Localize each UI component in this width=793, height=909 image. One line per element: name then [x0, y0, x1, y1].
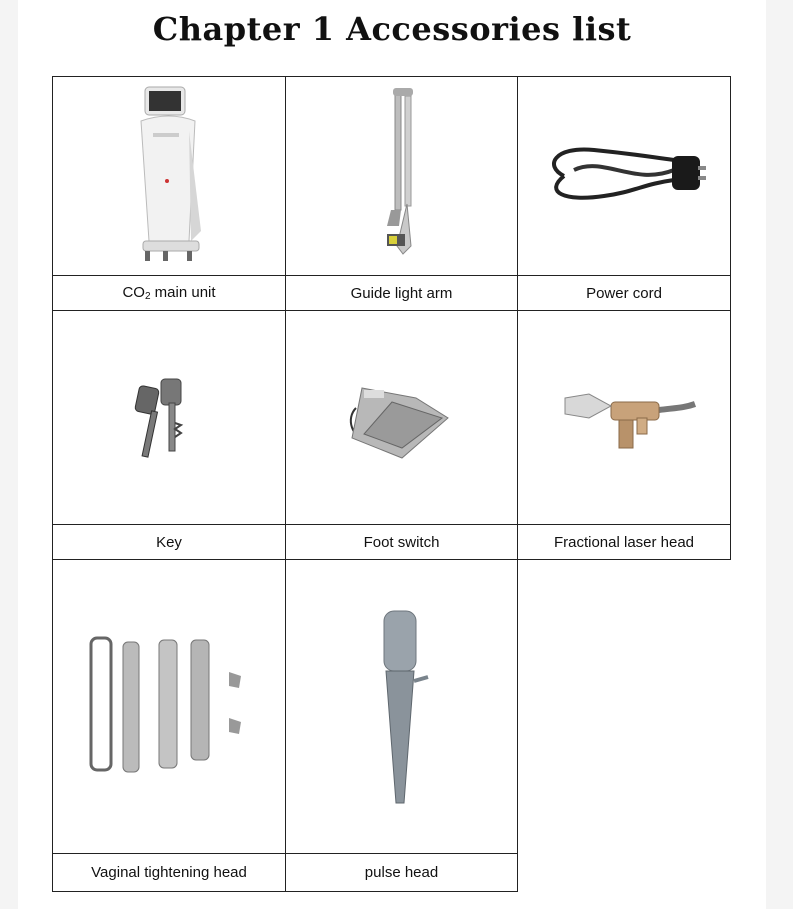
empty-cell: [517, 559, 731, 854]
label-cell-fractional-laser-head: [517, 524, 731, 560]
item-label: Guide light arm: [350, 284, 453, 302]
item-label: Power cord: [586, 284, 662, 302]
label-cell-key: [52, 524, 286, 560]
item-label: Fractional laser head: [553, 533, 695, 551]
label-cell-guide-light-arm: [285, 275, 518, 311]
item-label: pulse head: [364, 864, 439, 881]
foot-switch-image: [342, 368, 462, 468]
fractional-laser-head-image: [549, 378, 699, 458]
vaginal-tightening-head-image: [79, 632, 259, 782]
label-cell-foot-switch: [285, 524, 518, 560]
guide-light-arm-image: [367, 86, 437, 266]
image-cell-power-cord: [517, 76, 731, 276]
label-cell-vaginal-tightening-head: [52, 853, 286, 892]
label-cell-co2-main-unit: [52, 275, 286, 311]
image-cell-fractional-laser-head: [517, 310, 731, 525]
image-cell-key: [52, 310, 286, 525]
label-cell-power-cord: [517, 275, 731, 311]
co2-main-unit-image: [129, 81, 209, 271]
label-cell-pulse-head: [285, 853, 518, 892]
page-title: Chapter 1 Accessories list: [152, 10, 632, 48]
item-label: Key: [156, 533, 182, 551]
image-cell-pulse-head: [285, 559, 518, 854]
image-cell-guide-light-arm: [285, 76, 518, 276]
power-cord-image: [534, 136, 714, 216]
image-cell-vaginal-tightening-head: [52, 559, 286, 854]
item-label: $CO_2$ main unit: [122, 284, 216, 302]
pulse-head-image: [362, 607, 442, 807]
image-cell-co2-main-unit: [52, 76, 286, 276]
key-image: [129, 373, 209, 463]
image-cell-foot-switch: [285, 310, 518, 525]
item-label: Foot switch: [363, 533, 440, 551]
item-label: Vaginal tightening head: [91, 864, 247, 881]
